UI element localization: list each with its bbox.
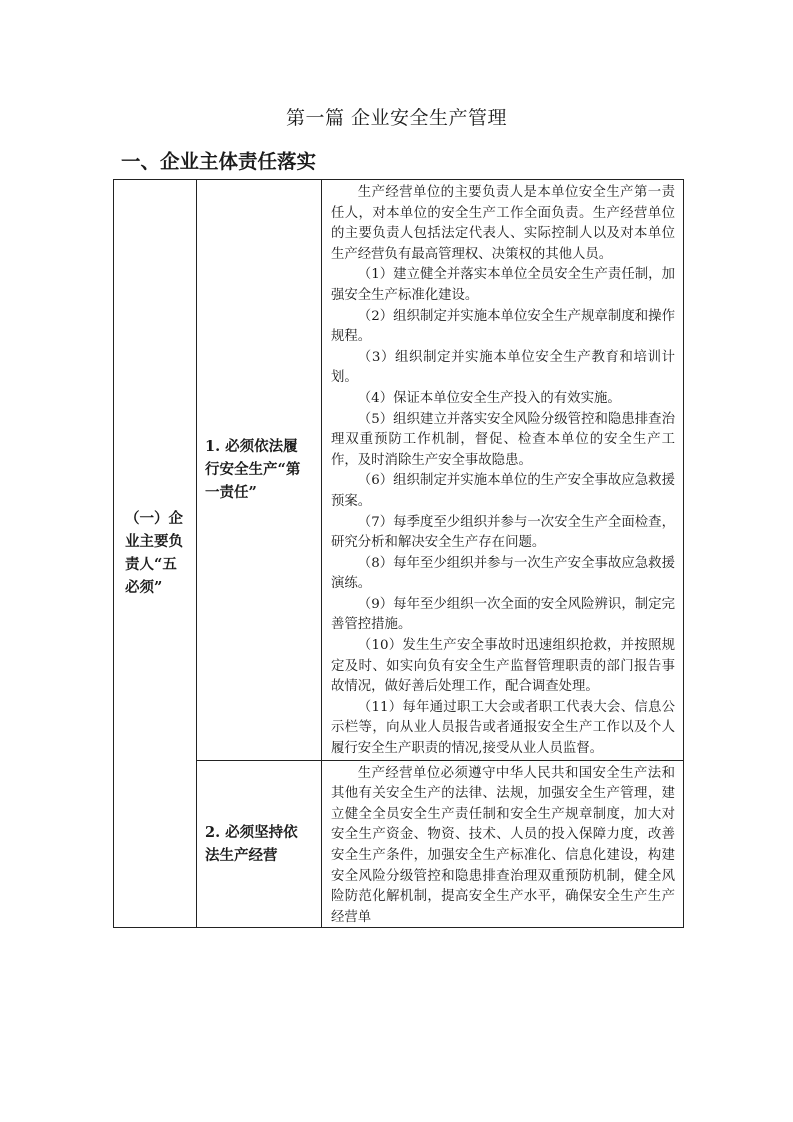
- content-paragraph: （8）每年至少组织并参与一次生产安全事故应急救援演练。: [331, 555, 675, 592]
- content-paragraph: （10）发生生产安全事故时迅速组织抢救，并按照规定及时、如实向负有安全生产监督管理职责的部门报告事故情况，做好善后处理工作，配合调查处理。: [331, 638, 675, 695]
- subtitle-cell: [197, 180, 322, 761]
- content-paragraph: 生产经营单位的主要负责人是本单位安全生产第一责任人，对本单位的安全生产工作全面负责。生产经营单位的主要负责人包括法定代表人、实际控制人以及对本单位生产经营负有最高管理权、决策权的其他人员。: [331, 185, 675, 262]
- content-cell: [322, 760, 684, 927]
- content-paragraph: （9）每年至少组织一次全面的安全风险辨识，制定完善管控措施。: [331, 596, 675, 633]
- content-paragraph: （1）建立健全并落实本单位全员安全生产责任制，加强安全生产标准化建设。: [331, 267, 675, 303]
- content-paragraph: （11）每年通过职工大会或者职工代表大会、信息公示栏等，向从业人员报告或者通报安全生产工作以及个人履行安全生产职责的情况,接受从业人员监督。: [331, 699, 675, 757]
- category-label: （一）企业主要负责人“五必须”: [125, 510, 183, 597]
- content-paragraph: （6）组织制定并实施本单位的生产安全事故应急救援预案。: [331, 473, 675, 509]
- content-paragraph: （2）组织制定并实施本单位安全生产规章制度和操作规程。: [331, 308, 675, 345]
- table-row: [114, 760, 684, 927]
- row-subtitle: 1. 必须依法履行安全生产“第一责任”: [205, 438, 301, 502]
- content-cell: [322, 180, 684, 761]
- category-cell: [114, 180, 197, 928]
- table-row: [114, 180, 684, 761]
- row-content: [322, 761, 683, 927]
- row-content: [322, 180, 683, 760]
- section-heading: 一、企业主体责任落实: [121, 150, 317, 173]
- responsibility-table: [113, 179, 684, 928]
- document-title: 第一篇 企业安全生产管理: [285, 107, 508, 129]
- content-paragraph: （4）保证本单位安全生产投入的有效实施。: [357, 390, 621, 406]
- content-paragraph: （5）组织建立并落实安全风险分级管控和隐患排查治理双重预防工作机制，督促、检查本单位的安全生产工作，及时消除生产安全事故隐患。: [331, 411, 675, 468]
- row-subtitle: 2. 必须坚持依法生产经营: [205, 823, 298, 864]
- content-paragraph: （7）每季度至少组织并参与一次安全生产全面检查，研究分析和解决安全生产存在问题。: [331, 514, 675, 551]
- content-paragraph: （3）组织制定并实施本单位安全生产教育和培训计划。: [331, 349, 675, 386]
- subtitle-cell: [197, 760, 322, 927]
- content-paragraph: 生产经营单位必须遵守中华人民共和国安全生产法和其他有关安全生产的法律、法规，加强安全生产管理，建立健全全员安全生产责任制和安全生产规章制度，加大对安全生产资金、物资、技术、人员的投入保障力度，改善安全生产条件，加强安全生产标准化、信息化建设，构建安全风险分级管控和隐患排查治理双重预防机制，健全风险防范化解机制，提高安全生产水平，确保安全生产生产经营单: [331, 765, 675, 925]
